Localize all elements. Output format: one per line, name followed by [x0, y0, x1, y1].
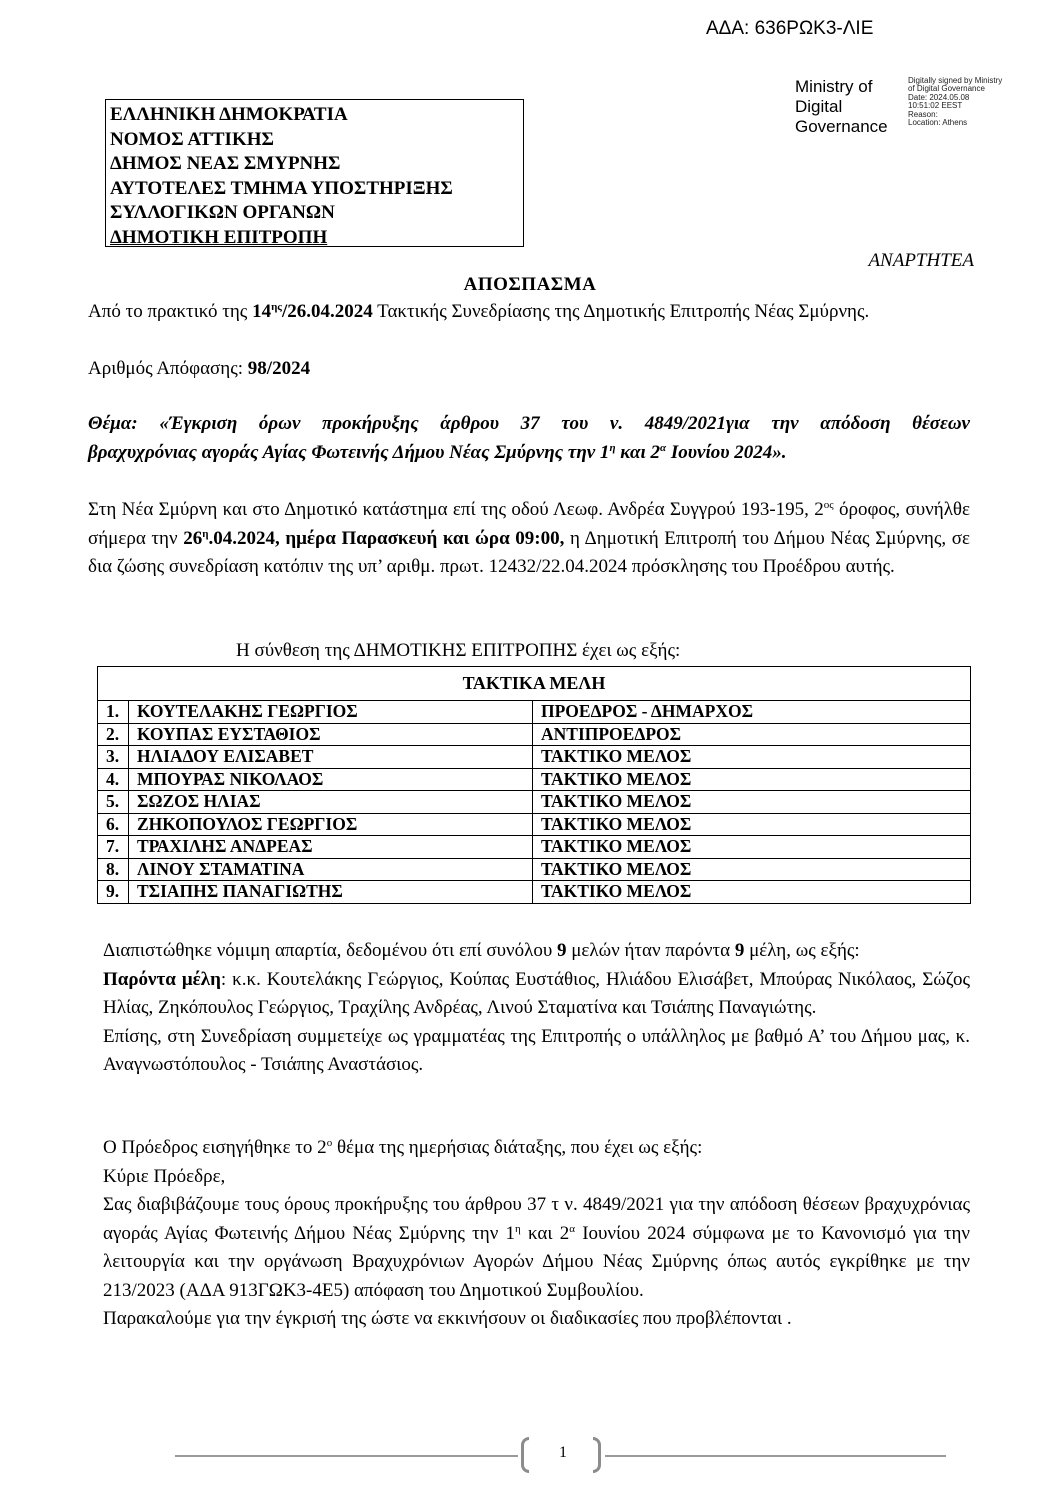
header-committee: ΔΗΜΟΤΙΚΗ ΕΠΙΤΡΟΠΗ	[110, 226, 328, 248]
table-row: 1. ΚΟΥΤΕΛΑΚΗΣ ΓΕΩΡΓΙΟΣ ΠΡΟΕΔΡΟΣ - ΔΗΜΑΡΧΟΣ	[98, 701, 971, 724]
present-members: Παρόντα μέλη: κ.κ. Κουτελάκης Γεώργιος, Κούπας Ευστάθιος, Ηλιάδου Ελισάβετ, Μπούρας Νικόλαος, Σώζος Ηλίας, Ζηκόπουλος Γεώργιος, Τραχίλης Ανδρέας, Λινού Σταματίνα και Τσιάπης Παναγιώτης.	[103, 968, 970, 1018]
authority-header-box	[105, 99, 524, 247]
table-row: 3. ΗΛΙΑΔΟΥ ΕΛΙΣΑΒΕΤ ΤΑΚΤΙΚΟ ΜΕΛΟΣ	[98, 746, 971, 769]
table-row: 6. ΖΗΚΟΠΟΥΛΟΣ ΓΕΩΡΓΙΟΣ ΤΑΚΤΙΚΟ ΜΕΛΟΣ	[98, 813, 971, 836]
header-line: ΕΛΛΗΝΙΚΗ ΔΗΜΟΚΡΑΤΙΑ	[110, 104, 348, 125]
ada-code: ΑΔΑ: 636ΡΩΚ3-ΛΙΕ	[706, 18, 874, 39]
page-number: 1	[559, 1444, 567, 1461]
signature-organization	[795, 77, 905, 137]
composition-title: Η σύνθεση της ΔΗΜΟΤΙΚΗΣ ΕΠΙΤΡΟΠΗΣ έχει ως εξής:	[236, 640, 681, 661]
signature-detail-line: Date: 2024.05.08	[908, 92, 970, 102]
signature-org-line: Digital	[795, 97, 843, 116]
proposal-body: Σας διαβιβάζουμε τους όρους προκήρυξης του άρθρου 37 τ ν. 4849/2021 για την απόδοση θέσεων βραχυχρόνιας αγοράς Αγίας Φωτεινής Δήμου Νέας Σμύρνης την $1^\eta$ και $2^\alpha$ Ιουνίου 2024 σύμφωνα με το Κανονισμό για την λειτουργία και την οργάνωση Βραχυχρόνιων Αγορών Δήμου Νέας Σμύρνης όπως αυτός εγκρίθηκε με την 213/2023 (ΑΔΑ 913ΓΩΚ3-4Ε5) απόφαση του Δημοτικού Συμβουλίου.	[103, 1194, 970, 1301]
president-section	[103, 1134, 970, 1334]
signature-org-line: Governance	[795, 117, 888, 136]
footer-divider-right	[605, 1455, 946, 1457]
quorum-line: Διαπιστώθηκε νόμιμη απαρτία, δεδομένου ότι επί συνόλου 9 μελών ήταν παρόντα 9 μέλη, ως εξής:	[103, 940, 860, 961]
signature-detail-line: of Digital Governance	[908, 84, 985, 94]
minutes-reference: Από το πρακτικό της $14^{\eta\varsigma}/26.04.2024$ Τακτικής Συνεδρίασης της Δημοτικής Επιτροπής Νέας Σμύρνης.	[88, 301, 870, 322]
footer-bracket-right	[593, 1437, 601, 1473]
salutation: Κύριε Πρόεδρε,	[103, 1165, 226, 1187]
table-row: 7. ΤΡΑΧΙΛΗΣ ΑΝΔΡΕΑΣ ΤΑΚΤΙΚΟ ΜΕΛΟΣ	[98, 836, 971, 859]
header-line: ΑΥΤΟΤΕΛΕΣ ΤΜΗΜΑ ΥΠΟΣΤΗΡΙΞΗΣ	[110, 177, 453, 199]
meeting-paragraph: Στη Νέα Σμύρνη και στο Δημοτικό κατάστημα επί της οδού Λεωφ. Ανδρέα Συγγρού 193-195, $2^{o\varsigma}$ όροφος, συνήλθε σήμερα την $26^\eta.04.2024$, ημέρα Παρασκευή και ώρα 09:00, η Δημοτική Επιτροπή του Δήμου Νέας Σμύρνης, σε δια ζώσης συνεδρίαση κατόπιν της υπ’ αριθμ. πρωτ. 12432/22.04.2024 πρόσκλησης του Προέδρου αυτής.	[88, 499, 970, 577]
table-row: 9. ΤΣΙΑΠΗΣ ΠΑΝΑΓΙΩΤΗΣ ΤΑΚΤΙΚΟ ΜΕΛΟΣ	[98, 881, 971, 904]
footer-divider-left	[175, 1455, 518, 1457]
signature-detail-line: Reason:	[908, 109, 938, 119]
approval-request: Παρακαλούμε για την έγκρισή της ώστε να εκκινήσουν οι διαδικασίες που προβλέπονται .	[103, 1308, 792, 1329]
decision-number: Αριθμός Απόφασης: 98/2024	[88, 358, 311, 379]
header-line: ΝΟΜΟΣ ΑΤΤΙΚΗΣ	[110, 128, 274, 150]
signature-detail-line: 10:51:02 EEST	[908, 101, 963, 111]
table-header: ΤΑΚΤΙΚΑ ΜΕΛΗ	[98, 667, 971, 701]
table-header-row	[98, 667, 971, 701]
header-line: ΣΥΛΛΟΓΙΚΩΝ ΟΡΓΑΝΩΝ	[110, 202, 335, 223]
document-title: ΑΠΟΣΠΑΣΜΑ	[463, 274, 597, 295]
table-row: 2. ΚΟΥΠΑΣ ΕΥΣΤΑΘΙΟΣ ΑΝΤΙΠΡΟΕΔΡΟΣ	[98, 723, 971, 746]
table-row: 5. ΣΩΖΟΣ ΗΛΙΑΣ ΤΑΚΤΙΚΟ ΜΕΛΟΣ	[98, 791, 971, 814]
posting-label: ΑΝΑΡΤΗΤΕΑ	[868, 250, 974, 271]
signature-details	[908, 77, 1028, 127]
signature-detail-line: Digitally signed by Ministry	[908, 76, 1003, 85]
footer-bracket-left	[521, 1437, 529, 1473]
table-row: 8. ΛΙΝΟΥ ΣΤΑΜΑΤΙΝΑ ΤΑΚΤΙΚΟ ΜΕΛΟΣ	[98, 858, 971, 881]
quorum-section	[103, 937, 970, 1080]
table-row: 4. ΜΠΟΥΡΑΣ ΝΙΚΟΛΑΟΣ ΤΑΚΤΙΚΟ ΜΕΛΟΣ	[98, 768, 971, 791]
signature-org-line: Ministry of	[795, 77, 873, 96]
signature-detail-line: Location: Athens	[908, 118, 968, 128]
subject: Θέμα: «Έγκριση όρων προκήρυξης άρθρου 37 του ν. 4849/2021για την απόδοση θέσεων βραχυχρόνιας αγοράς Αγίας Φωτεινής Δήμου Νέας Σμύρνης την $1^\eta$ και $2^\alpha$ Ιουνίου 2024».	[88, 413, 970, 463]
president-intro: Ο Πρόεδρος εισηγήθηκε το $2^o$ θέμα της ημερήσιας διάταξης, που έχει ως εξής:	[103, 1137, 703, 1158]
secretary-note: Επίσης, στη Συνεδρίαση συμμετείχε ως γραμματέας της Επιτροπής ο υπάλληλος με βαθμό Α’ του Δήμου μας, κ. Αναγνωστόπουλος - Τσιάπης Αναστάσιος.	[103, 1025, 970, 1075]
members-table	[97, 666, 971, 904]
header-line: ΔΗΜΟΣ ΝΕΑΣ ΣΜΥΡΝΗΣ	[110, 153, 341, 174]
